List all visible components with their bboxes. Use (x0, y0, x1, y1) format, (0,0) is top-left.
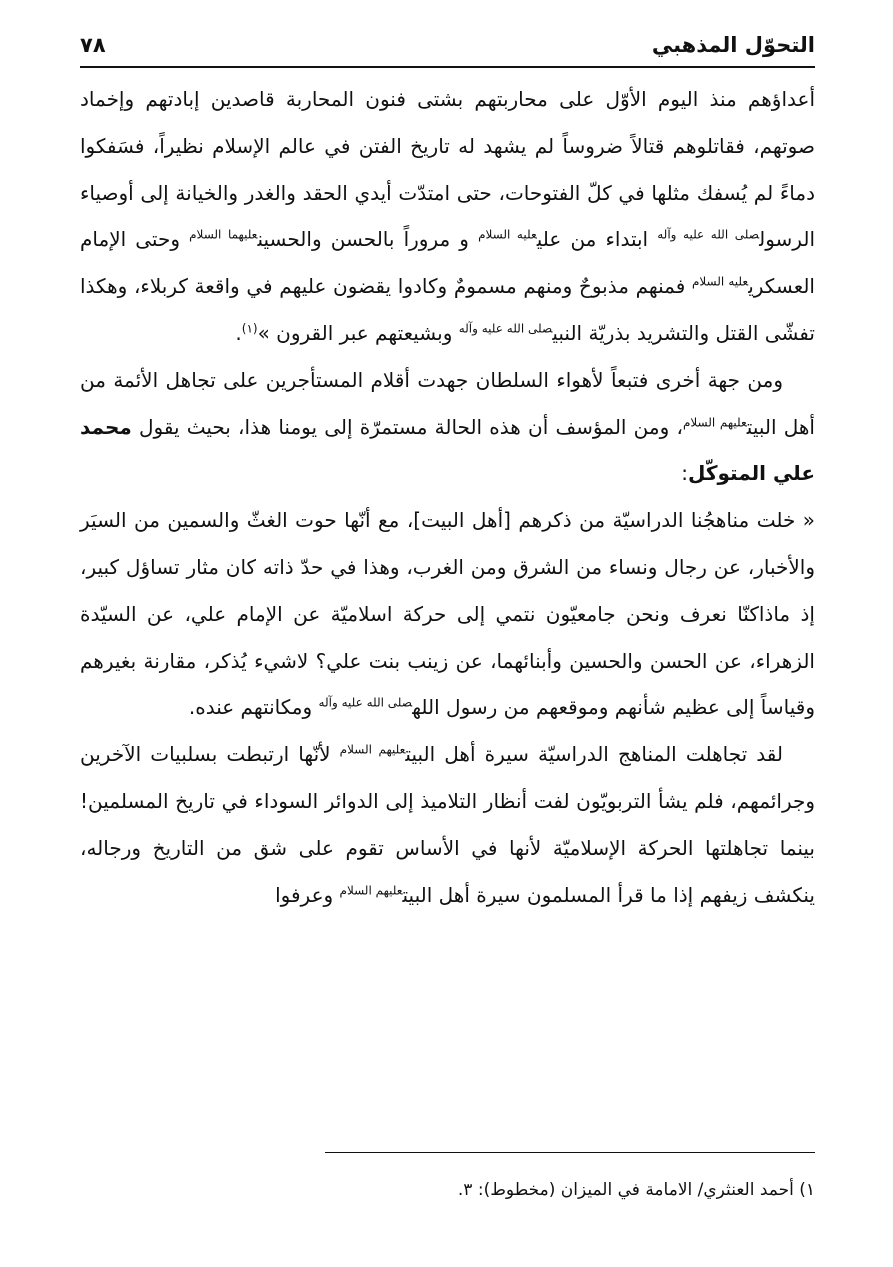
text-run: وعرفوا (275, 882, 340, 907)
footnote-rule (325, 1152, 815, 1153)
text-run: « خلت مناهجُنا الدراسيّة من ذكرهم [أهل البيت]، مع أنّها حوت الغثّ والسمين من السيَر والأخبار، عن رجال ونساء من الشرق ومن الغرب، وهذا في حدّ ذاته كان مثار تساؤل كبير، إذ ماذاكنّا نعرف ونحن جامعيّون نتمي إلى حركة اسلاميّة عن الإمام علي، عن السيّدة الزهراء، عن الحسن والحسين وأبنائهما، عن زينب بنت علي؟ لاشيء يُذكر، مقارنة بغيرهم وقياساً إلى عظيم شأنهم وموقعهم من رسول الله (80, 508, 815, 720)
text-run: أعداؤهم منذ اليوم الأوّل على محاربتهم بشتى فنون المحاربة قاصدين إبادتهم وإخماد صوتهم، فقاتلوهم قتالاً ضروساً لم يشهد له تاريخ الفتن في عالم الإسلام نظيراً، فسَفكوا دماءً لم يُسفك مثلها في كلّ الفتوحات، حتى امتدّت أيدي الحقد والغدر والخيانة إلى أوصياء الرسول (80, 87, 815, 252)
page-number: ٧٨ (80, 33, 106, 57)
text-run: ابتداء من علي (536, 227, 658, 252)
text-run: وبشيعتهم عبر القرون » (257, 320, 459, 345)
footnote: ١) أحمد العنثري/ الامامة في الميزان (مخطوط): ٣. (457, 1180, 815, 1200)
paragraph-3-quote (80, 497, 815, 731)
honorific-symbol: صلى الله عليه وآله (318, 695, 413, 710)
author-name: محمد علي المتوكّل (80, 414, 815, 486)
honorific-symbol: صلى الله عليه وآله (657, 227, 760, 242)
header-rule (80, 66, 815, 68)
text-run: لقد تجاهلت المناهج الدراسيّة سيرة أهل البيت (405, 742, 783, 767)
honorific-symbol: عليهم السلام (339, 882, 403, 897)
honorific-symbol: عليهم السلام (339, 742, 406, 757)
text-run: : (681, 461, 689, 486)
text-run: و مروراً بالحسن والحسين (257, 227, 479, 252)
text-run: وحتى الإمام العسكري (80, 227, 815, 299)
paragraph-2 (80, 357, 815, 497)
honorific-symbol: عليه السلام (478, 227, 537, 242)
text-run: فمنهم مذبوحٌ ومنهم مسمومٌ وكادوا يقضون عليهم في واقعة كربلاء، وهكذا تفشّى القتل والتشريد بذريّة النبي (80, 274, 815, 345)
honorific-symbol: صلى الله عليه وآله (458, 321, 553, 336)
text-run: . (235, 320, 242, 345)
running-title: التحوّل المذهبي (651, 33, 815, 57)
honorific-symbol: عليه السلام (691, 274, 749, 289)
text-run: ومكانتهم عنده. (188, 695, 319, 720)
footnote-reference[interactable]: (١) (241, 321, 258, 336)
paragraph-4 (80, 731, 815, 918)
paragraph-1 (80, 76, 815, 357)
body-text (80, 76, 815, 918)
text-run: لأنّها ارتبطت بسلبيات الآخرين وجرائمهم، فلم يشأ التربويّون لفت أنظار التلاميذ إلى الدوائر السوداء في تاريخ المسلمين! بينما تجاهلتها الحركة الإسلاميّة لأنها في الأساس تقوم على شق من التاريخ ورجاله، ينكشف زيفهم إذا ما قرأ المسلمون سيرة أهل البيت (80, 742, 815, 907)
text-run: ومن جهة أخرى فتبعاً لأهواء السلطان جهدت أقلام المستأجرين على تجاهل الأئمة من أهل البيت (80, 367, 815, 439)
honorific-symbol: عليهما السلام (189, 227, 258, 242)
text-run: ، ومن المؤسف أن هذه الحالة مستمرّة إلى يومنا هذا، بحيث يقول (131, 414, 683, 439)
honorific-symbol: عليهم السلام (682, 414, 747, 429)
page-header (80, 28, 815, 62)
